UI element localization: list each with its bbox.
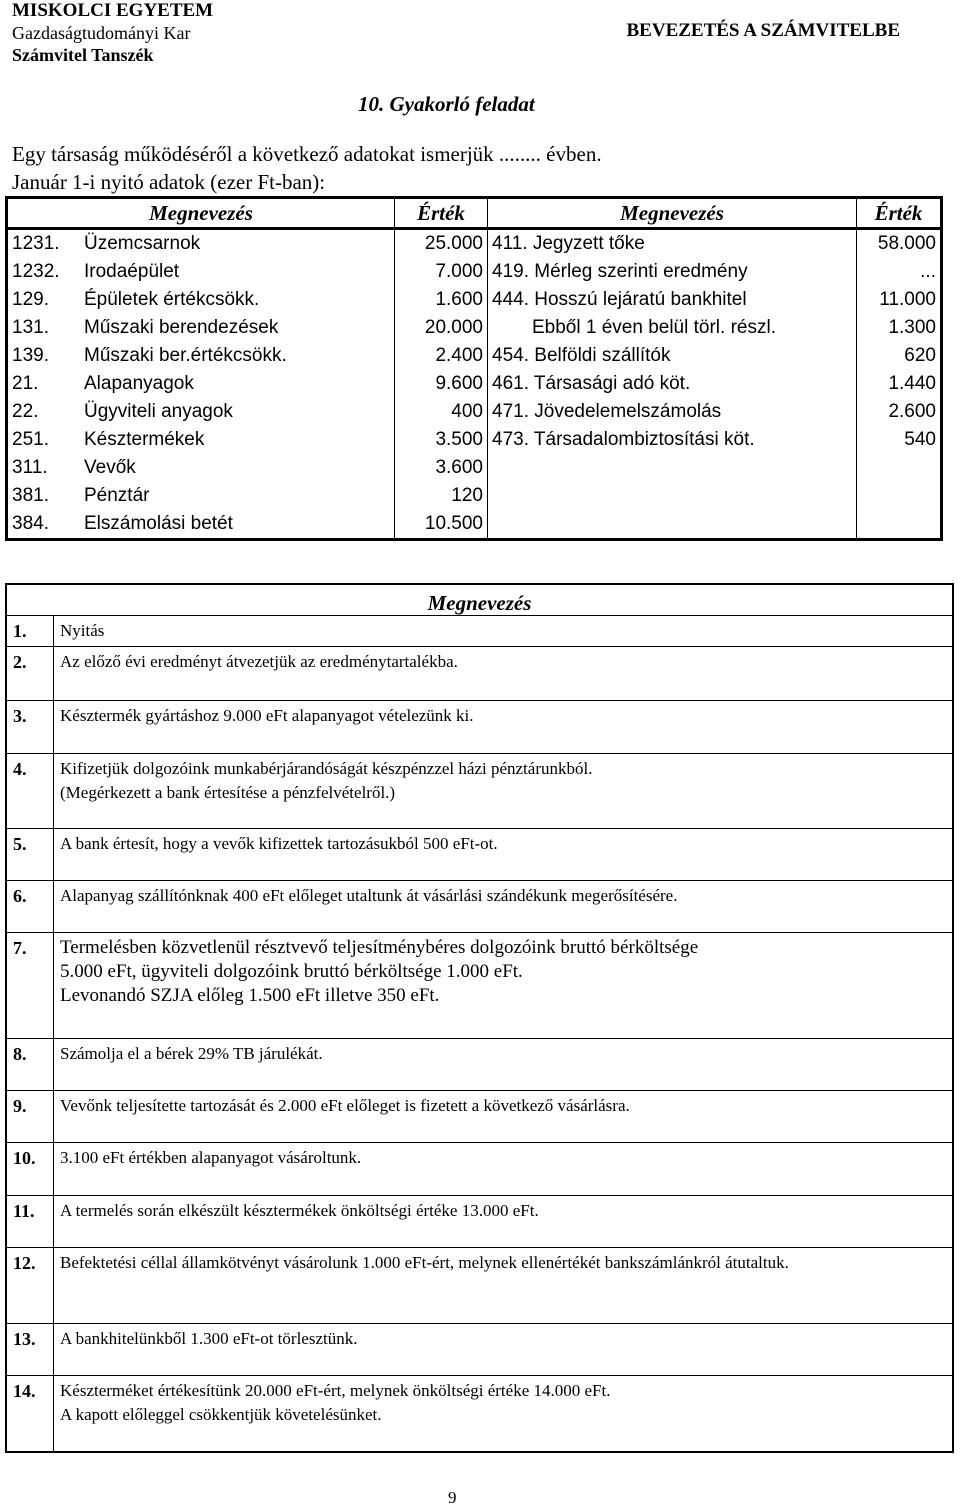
transaction-line: Az előző évi eredményt átvezetjük az eredménytartalékba. <box>60 652 458 671</box>
right-account-code: 461. <box>492 373 529 394</box>
left-account-code: 1231. <box>12 233 60 254</box>
transaction-number: 2. <box>6 647 54 701</box>
transaction-number: 11. <box>6 1196 54 1248</box>
left-value: 9.600 <box>395 370 488 398</box>
transaction-text <box>54 933 954 1039</box>
transaction-number: 5. <box>6 829 54 881</box>
exercise-title: 10. Gyakorló feladat <box>358 92 535 116</box>
balance-row <box>7 454 942 482</box>
left-account <box>7 370 395 398</box>
left-account-name: Pénztár <box>84 485 150 506</box>
left-account <box>7 342 395 370</box>
right-account <box>488 398 857 426</box>
left-value: 25.000 <box>395 229 488 259</box>
right-account-name: Mérleg szerinti eredmény <box>534 261 748 282</box>
transaction-row <box>6 1248 953 1324</box>
transactions-table <box>5 583 954 1453</box>
right-value: 620 <box>857 342 942 370</box>
transaction-line: Késztermék gyártáshoz 9.000 eFt alapanyagot vételezünk ki. <box>60 706 474 725</box>
transaction-row <box>6 829 953 881</box>
left-account-code: 381. <box>12 485 49 506</box>
right-value: 1.440 <box>857 370 942 398</box>
left-value: 10.500 <box>395 510 488 540</box>
right-value: 11.000 <box>857 286 942 314</box>
transaction-text <box>54 1196 954 1248</box>
transaction-number: 4. <box>6 754 54 829</box>
page-number: 9 <box>448 1488 457 1507</box>
transaction-text <box>54 1039 954 1091</box>
transaction-line: 3.100 eFt értékben alapanyagot vásároltunk. <box>60 1148 362 1167</box>
left-account-code: 251. <box>12 429 49 450</box>
transaction-number: 12. <box>6 1248 54 1324</box>
intro-line: Január 1-i nyitó adatok (ezer Ft-ban): <box>12 170 326 194</box>
transaction-number: 7. <box>6 933 54 1039</box>
balance-row <box>7 314 942 342</box>
transaction-row <box>6 1143 953 1196</box>
left-value: 1.600 <box>395 286 488 314</box>
transaction-line: 5.000 eFt, ügyviteli dolgozóink bruttó bérköltsége 1.000 eFt. <box>60 961 523 982</box>
faculty-name: Gazdaságtudományi Kar <box>12 23 191 43</box>
balance-row <box>7 229 942 259</box>
left-account-code: 131. <box>12 317 49 338</box>
transaction-line: Készterméket értékesítünk 20.000 eFt-ért, melynek önköltségi értéke 14.000 eFt. <box>60 1381 611 1400</box>
right-account-name: Ebből 1 éven belül törl. részl. <box>532 317 776 338</box>
right-account-name: Jegyzett tőke <box>532 233 645 254</box>
left-account <box>7 482 395 510</box>
left-value: 400 <box>395 398 488 426</box>
intro-text <box>12 140 602 196</box>
right-value <box>857 482 942 510</box>
transaction-text <box>54 1248 954 1324</box>
right-value: 58.000 <box>857 229 942 259</box>
transaction-line: Termelésben közvetlenül résztvevő teljesítménybéres dolgozóink bruttó bérköltsége <box>60 937 699 958</box>
transaction-text <box>54 829 954 881</box>
left-account-name: Ügyviteli anyagok <box>84 401 233 422</box>
right-account <box>488 342 857 370</box>
transaction-text <box>54 616 954 647</box>
transaction-row <box>6 616 953 647</box>
transaction-line: Számolja el a bérek 29% TB járulékát. <box>60 1044 323 1063</box>
left-account-code: 139. <box>12 345 49 366</box>
left-account-code: 129. <box>12 289 49 310</box>
left-account-code: 1232. <box>12 261 60 282</box>
transaction-line: Alapanyag szállítónknak 400 eFt előleget utaltunk át vásárlási szándékunk megerősítésére. <box>60 886 678 905</box>
transaction-number: 6. <box>6 881 54 933</box>
transaction-number: 3. <box>6 701 54 754</box>
right-value: 2.600 <box>857 398 942 426</box>
right-account-code: 419. <box>492 261 529 282</box>
right-account-name: Hosszú lejáratú bankhitel <box>534 289 747 310</box>
transaction-row <box>6 1324 953 1376</box>
left-account-name: Épületek értékcsökk. <box>84 289 260 310</box>
right-account <box>488 314 857 342</box>
balance-row <box>7 286 942 314</box>
transaction-line: Nyitás <box>60 621 105 640</box>
transaction-line: A termelés során elkészült késztermékek önköltségi értéke 13.000 eFt. <box>60 1201 539 1220</box>
transactions-header: Megnevezés <box>427 591 532 615</box>
opening-balance-table <box>5 196 943 541</box>
left-value: 2.400 <box>395 342 488 370</box>
left-account-name: Műszaki ber.értékcsökk. <box>84 345 287 366</box>
balance-row <box>7 482 942 510</box>
transaction-line: A bank értesít, hogy a vevők kifizettek tartozásukból 500 eFt-ot. <box>60 834 498 853</box>
right-account-name: Jövedelemelszámolás <box>534 401 722 422</box>
transaction-text <box>54 754 954 829</box>
right-account-code: 411. <box>492 233 528 254</box>
left-account <box>7 258 395 286</box>
transaction-line: Kifizetjük dolgozóink munkabérjárandóságát készpénzzel házi pénztárunkból. <box>60 759 593 778</box>
right-account-name: Társasági adó köt. <box>533 373 691 394</box>
right-account-code: 444. <box>492 289 529 310</box>
right-value: 1.300 <box>857 314 942 342</box>
right-account <box>488 286 857 314</box>
transaction-number: 1. <box>6 616 54 647</box>
intro-line: Egy társaság működéséről a következő adatokat ismerjük ........ évben. <box>12 142 602 166</box>
transaction-line: Levonandó SZJA előleg 1.500 eFt illetve 350 eFt. <box>60 985 440 1006</box>
right-account-code: 473. <box>492 429 529 450</box>
transaction-text <box>54 1091 954 1143</box>
transaction-number: 13. <box>6 1324 54 1376</box>
left-account-name: Elszámolási betét <box>84 513 233 534</box>
university-name: MISKOLCI EGYETEM <box>12 0 214 21</box>
right-value <box>857 510 942 540</box>
right-account-code: 454. <box>492 345 529 366</box>
left-value: 20.000 <box>395 314 488 342</box>
transaction-line: Befektetési céllal államkötvényt vásárolunk 1.000 eFt-ért, melynek ellenértékét bankszámlánkról átutaltuk. <box>60 1253 789 1272</box>
transaction-number: 9. <box>6 1091 54 1143</box>
header-institution <box>12 0 213 66</box>
left-account-name: Üzemcsarnok <box>84 233 201 254</box>
left-account <box>7 454 395 482</box>
transaction-row <box>6 1091 953 1143</box>
transaction-row <box>6 647 953 701</box>
transaction-text <box>54 881 954 933</box>
transaction-number: 10. <box>6 1143 54 1196</box>
right-account-name: Belföldi szállítók <box>534 345 671 366</box>
transactions-header-row <box>6 584 953 616</box>
transaction-row <box>6 933 953 1039</box>
transaction-text <box>54 647 954 701</box>
right-account <box>488 454 857 482</box>
right-account <box>488 426 857 454</box>
left-account-name: Késztermékek <box>84 429 205 450</box>
left-account-name: Irodaépület <box>84 261 180 282</box>
right-value <box>857 454 942 482</box>
balance-row <box>7 342 942 370</box>
left-account-code: 311. <box>12 457 48 478</box>
left-account-name: Vevők <box>84 457 136 478</box>
left-account <box>7 510 395 540</box>
right-account-code: 471. <box>492 401 529 422</box>
col-header-right-value: Érték <box>857 198 942 229</box>
transaction-text <box>54 701 954 754</box>
transaction-text <box>54 1143 954 1196</box>
left-value: 7.000 <box>395 258 488 286</box>
transaction-line: A bankhitelünkből 1.300 eFt-ot törlesztünk. <box>60 1329 358 1348</box>
right-account-name: Társadalombiztosítási köt. <box>533 429 755 450</box>
col-header-left-value: Érték <box>395 198 488 229</box>
course-title: BEVEZETÉS A SZÁMVITELBE <box>626 20 900 41</box>
right-account <box>488 482 857 510</box>
balance-row <box>7 510 942 540</box>
left-account <box>7 426 395 454</box>
left-account-name: Alapanyagok <box>84 373 194 394</box>
left-account <box>7 314 395 342</box>
transaction-number: 14. <box>6 1376 54 1452</box>
transaction-line: (Megérkezett a bank értesítése a pénzfelvételről.) <box>60 783 396 802</box>
transaction-text <box>54 1324 954 1376</box>
balance-row <box>7 398 942 426</box>
right-account <box>488 510 857 540</box>
transaction-row <box>6 1376 953 1452</box>
left-account-code: 21. <box>12 373 39 394</box>
left-account <box>7 286 395 314</box>
left-account <box>7 229 395 259</box>
transaction-number: 8. <box>6 1039 54 1091</box>
left-account-name: Műszaki berendezések <box>84 317 279 338</box>
transaction-row <box>6 701 953 754</box>
right-account <box>488 370 857 398</box>
transaction-row <box>6 1039 953 1091</box>
transaction-row <box>6 754 953 829</box>
left-value: 3.500 <box>395 426 488 454</box>
right-value: ... <box>857 258 942 286</box>
col-header-right-name: Megnevezés <box>488 198 857 229</box>
right-account <box>488 229 857 259</box>
transaction-row <box>6 1196 953 1248</box>
right-value: 540 <box>857 426 942 454</box>
department-name: Számvitel Tanszék <box>12 45 154 65</box>
col-header-left-name: Megnevezés <box>7 198 395 229</box>
left-account-code: 22. <box>12 401 39 422</box>
transaction-line: Vevőnk teljesítette tartozását és 2.000 eFt előleget is fizetett a következő vásárlásra. <box>60 1096 630 1115</box>
transaction-text <box>54 1376 954 1452</box>
left-account <box>7 398 395 426</box>
balance-row <box>7 370 942 398</box>
left-value: 3.600 <box>395 454 488 482</box>
left-account-code: 384. <box>12 513 49 534</box>
right-account <box>488 258 857 286</box>
balance-row <box>7 426 942 454</box>
transaction-line: A kapott előleggel csökkentjük követelésünket. <box>60 1405 382 1424</box>
balance-row <box>7 258 942 286</box>
left-value: 120 <box>395 482 488 510</box>
transaction-row <box>6 881 953 933</box>
